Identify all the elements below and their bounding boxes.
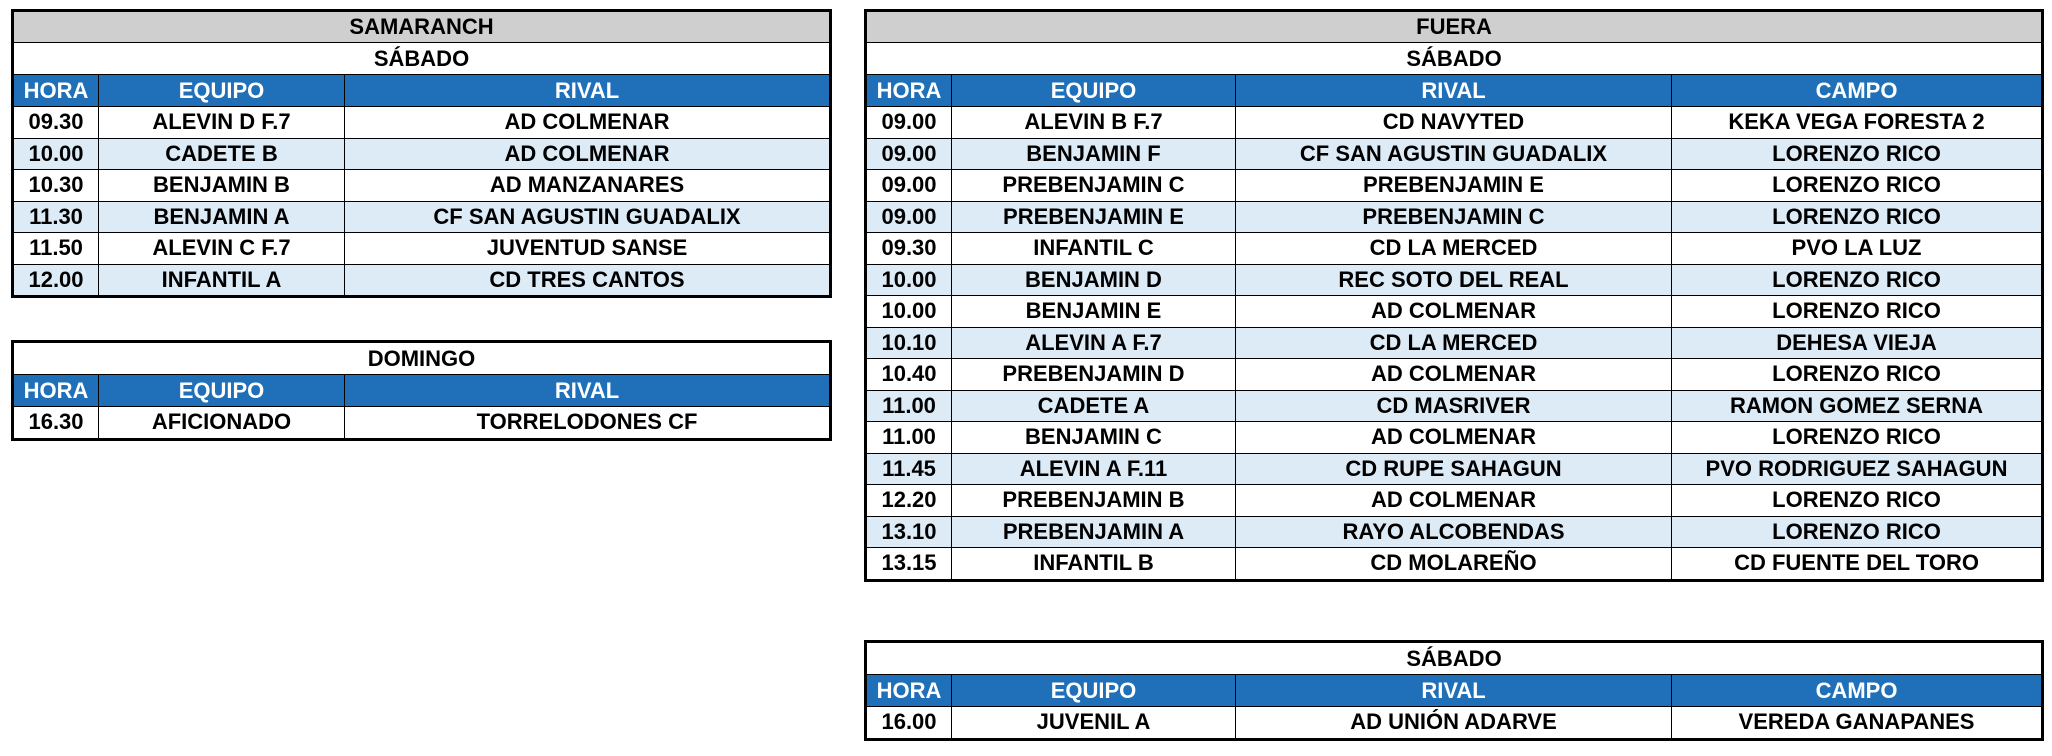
samaranch-table-body [13, 11, 831, 297]
campo-cell: LORENZO RICO [1672, 516, 2043, 548]
column-header-rival: RIVAL [1236, 75, 1672, 107]
hora-cell: 10.00 [13, 138, 99, 170]
sabado2-header-row [866, 675, 2043, 707]
fuera-header-row [866, 75, 2043, 107]
rival-cell: AD COLMENAR [1236, 485, 1672, 517]
hora-cell: 11.50 [13, 233, 99, 265]
table-row [866, 422, 2043, 454]
column-header-hora: HORA [866, 75, 952, 107]
column-header-hora: HORA [866, 675, 952, 707]
rival-cell: AD COLMENAR [345, 138, 831, 170]
hora-cell: 09.00 [866, 138, 952, 170]
rival-cell: AD COLMENAR [345, 107, 831, 139]
campo-cell: RAMON GOMEZ SERNA [1672, 390, 2043, 422]
equipo-cell: ALEVIN B F.7 [952, 107, 1236, 139]
rival-cell: AD COLMENAR [1236, 422, 1672, 454]
hora-cell: 13.10 [866, 516, 952, 548]
hora-cell: 09.00 [866, 201, 952, 233]
table-row [13, 407, 831, 440]
samaranch-header-row [13, 75, 831, 107]
campo-cell: LORENZO RICO [1672, 170, 2043, 202]
table-row [13, 233, 831, 265]
hora-cell: 11.00 [866, 422, 952, 454]
fuera-title-row [866, 11, 2043, 43]
rival-cell: CD MOLAREÑO [1236, 548, 1672, 581]
campo-cell: LORENZO RICO [1672, 201, 2043, 233]
samaranch-schedule-table [11, 9, 832, 298]
table-row [866, 453, 2043, 485]
rival-cell: AD COLMENAR [1236, 296, 1672, 328]
rival-cell: CF SAN AGUSTIN GUADALIX [1236, 138, 1672, 170]
equipo-cell: CADETE B [99, 138, 345, 170]
equipo-cell: ALEVIN C F.7 [99, 233, 345, 265]
rival-cell: CD RUPE SAHAGUN [1236, 453, 1672, 485]
table-row [866, 170, 2043, 202]
rival-cell: CD MASRIVER [1236, 390, 1672, 422]
campo-cell: LORENZO RICO [1672, 138, 2043, 170]
equipo-cell: ALEVIN D F.7 [99, 107, 345, 139]
rival-cell: PREBENJAMIN C [1236, 201, 1672, 233]
fuera-day-row [866, 43, 2043, 75]
column-header-rival: RIVAL [1236, 675, 1672, 707]
fuera-day: SÁBADO [866, 43, 2043, 75]
hora-cell: 09.00 [866, 107, 952, 139]
rival-cell: CD LA MERCED [1236, 327, 1672, 359]
hora-cell: 10.40 [866, 359, 952, 391]
domingo-day-row [13, 342, 831, 375]
table-row [866, 359, 2043, 391]
hora-cell: 09.30 [13, 107, 99, 139]
samaranch-title-row [13, 11, 831, 43]
table-row [866, 264, 2043, 296]
campo-cell: LORENZO RICO [1672, 485, 2043, 517]
hora-cell: 12.20 [866, 485, 952, 517]
samaranch-title: SAMARANCH [13, 11, 831, 43]
equipo-cell: PREBENJAMIN A [952, 516, 1236, 548]
domingo-day: DOMINGO [13, 342, 831, 375]
table-row [13, 107, 831, 139]
column-header-rival: RIVAL [345, 75, 831, 107]
equipo-cell: ALEVIN A F.7 [952, 327, 1236, 359]
column-header-equipo: EQUIPO [952, 75, 1236, 107]
equipo-cell: PREBENJAMIN B [952, 485, 1236, 517]
rival-cell: CD TRES CANTOS [345, 264, 831, 297]
column-header-rival: RIVAL [345, 375, 831, 407]
samaranch-day: SÁBADO [13, 43, 831, 75]
table-row [13, 138, 831, 170]
equipo-cell: PREBENJAMIN C [952, 170, 1236, 202]
sabado2-table-body [866, 642, 2043, 740]
table-row [13, 264, 831, 297]
equipo-cell: BENJAMIN E [952, 296, 1236, 328]
column-header-equipo: EQUIPO [952, 675, 1236, 707]
campo-cell: KEKA VEGA FORESTA 2 [1672, 107, 2043, 139]
hora-cell: 09.00 [866, 170, 952, 202]
campo-cell: PVO LA LUZ [1672, 233, 2043, 265]
hora-cell: 10.30 [13, 170, 99, 202]
table-row [866, 516, 2043, 548]
equipo-cell: PREBENJAMIN E [952, 201, 1236, 233]
hora-cell: 11.45 [866, 453, 952, 485]
rival-cell: CD NAVYTED [1236, 107, 1672, 139]
domingo-schedule-table [11, 340, 832, 441]
table-row [866, 201, 2043, 233]
column-header-campo: CAMPO [1672, 675, 2043, 707]
samaranch-day-row [13, 43, 831, 75]
equipo-cell: ALEVIN A F.11 [952, 453, 1236, 485]
table-row [866, 296, 2043, 328]
table-row [866, 548, 2043, 581]
hora-cell: 16.30 [13, 407, 99, 440]
hora-cell: 11.30 [13, 201, 99, 233]
fuera-title: FUERA [866, 11, 2043, 43]
column-header-equipo: EQUIPO [99, 75, 345, 107]
campo-cell: LORENZO RICO [1672, 359, 2043, 391]
hora-cell: 10.00 [866, 296, 952, 328]
fuera-table-body [866, 11, 2043, 581]
column-header-campo: CAMPO [1672, 75, 2043, 107]
hora-cell: 10.10 [866, 327, 952, 359]
rival-cell: REC SOTO DEL REAL [1236, 264, 1672, 296]
sabado-tarde-schedule-table [864, 640, 2044, 741]
column-header-hora: HORA [13, 375, 99, 407]
equipo-cell: BENJAMIN B [99, 170, 345, 202]
equipo-cell: INFANTIL A [99, 264, 345, 297]
column-header-hora: HORA [13, 75, 99, 107]
equipo-cell: PREBENJAMIN D [952, 359, 1236, 391]
equipo-cell: JUVENIL A [952, 707, 1236, 740]
hora-cell: 16.00 [866, 707, 952, 740]
sabado2-day: SÁBADO [866, 642, 2043, 675]
campo-cell: LORENZO RICO [1672, 422, 2043, 454]
equipo-cell: AFICIONADO [99, 407, 345, 440]
equipo-cell: BENJAMIN F [952, 138, 1236, 170]
table-row [866, 327, 2043, 359]
table-row [13, 201, 831, 233]
rival-cell: CD LA MERCED [1236, 233, 1672, 265]
hora-cell: 09.30 [866, 233, 952, 265]
table-row [866, 233, 2043, 265]
table-row [866, 390, 2043, 422]
rival-cell: AD UNIÓN ADARVE [1236, 707, 1672, 740]
table-row [866, 107, 2043, 139]
equipo-cell: CADETE A [952, 390, 1236, 422]
domingo-table-body [13, 342, 831, 440]
rival-cell: CF SAN AGUSTIN GUADALIX [345, 201, 831, 233]
equipo-cell: BENJAMIN A [99, 201, 345, 233]
sabado2-day-row [866, 642, 2043, 675]
hora-cell: 12.00 [13, 264, 99, 297]
rival-cell: RAYO ALCOBENDAS [1236, 516, 1672, 548]
fuera-schedule-table [864, 9, 2044, 582]
campo-cell: LORENZO RICO [1672, 296, 2043, 328]
hora-cell: 13.15 [866, 548, 952, 581]
table-row [866, 707, 2043, 740]
equipo-cell: INFANTIL B [952, 548, 1236, 581]
campo-cell: VEREDA GANAPANES [1672, 707, 2043, 740]
rival-cell: AD MANZANARES [345, 170, 831, 202]
campo-cell: LORENZO RICO [1672, 264, 2043, 296]
campo-cell: CD FUENTE DEL TORO [1672, 548, 2043, 581]
table-row [866, 485, 2043, 517]
domingo-header-row [13, 375, 831, 407]
rival-cell: AD COLMENAR [1236, 359, 1672, 391]
table-row [13, 170, 831, 202]
campo-cell: DEHESA VIEJA [1672, 327, 2043, 359]
hora-cell: 11.00 [866, 390, 952, 422]
column-header-equipo: EQUIPO [99, 375, 345, 407]
rival-cell: JUVENTUD SANSE [345, 233, 831, 265]
campo-cell: PVO RODRIGUEZ SAHAGUN [1672, 453, 2043, 485]
rival-cell: TORRELODONES CF [345, 407, 831, 440]
rival-cell: PREBENJAMIN E [1236, 170, 1672, 202]
equipo-cell: INFANTIL C [952, 233, 1236, 265]
equipo-cell: BENJAMIN C [952, 422, 1236, 454]
equipo-cell: BENJAMIN D [952, 264, 1236, 296]
table-row [866, 138, 2043, 170]
hora-cell: 10.00 [866, 264, 952, 296]
